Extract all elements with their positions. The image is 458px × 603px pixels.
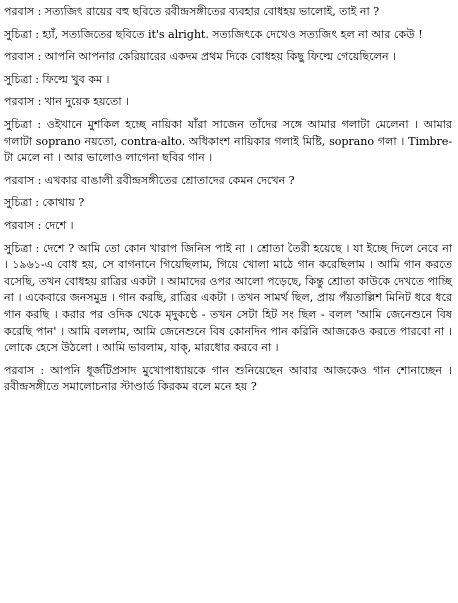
paragraph-3 [4,49,452,66]
paragraph-text: হ্যাঁ, সত্যজিতের ছবিতে it's alright. সত্যজিৎকে দেখেও সত্যজিৎ হল না আর কেউ ! [38,27,423,41]
paragraph-7 [4,173,452,190]
paragraph-11 [4,363,452,396]
paragraph-text: ফিল্মে খুব কম । [38,72,110,86]
paragraph-1 [4,4,452,21]
paragraph-text: দেশে ? আমি তো কোন খারাপ জিনিস পাই না । শ্রোতা তৈরী হয়েছে । যা ইচ্ছে দিলে নেবে না । ১৯৬১-এ বোধ হয়, সে বাগনানে গিয়েছিলাম, গিয়ে খোলা মাঠে গান করেছিলাম । আমি গান করতে বসেছি, তখন বোধহয় রাত্রির একটা । আমাদের ওপর আলো পড়েছে, কিন্তু শ্রোতা কাউকে দেখতে পাচ্ছি না । একেবারে জনসমুদ্র । গান করছি, রাত্রির একটা । তখন সামর্থ ছিল, প্রায় পঁয়তাল্লিশ মিনিট ধরে ধরে গান করছি । করার পর ওদিক থেকে মৃদুকণ্ঠে - তখন সেটা হিট সং ছিল - বলল 'আমি জেনেশুনে বিষ করেছি পান' । আমি বললাম, আমি জেনেশুনে বিষ কোনদিন পান করিনি আজকেও করতে পারবো না । লোকে হেসে উঠলো । আমি ভাবলাম, যাক্‌, মারধোর করবে না । [4,241,453,355]
paragraph-text: আপনি আপনার কেরিয়ারের একদম প্রথম দিকে বোধহয় কিছু ফিল্মে গেয়েছিলেন । [41,50,396,64]
speaker-label: সুচিত্রা : [4,72,39,86]
paragraph-6 [4,117,452,167]
speaker-label: পরবাস : [4,218,42,232]
paragraph-4 [4,72,452,89]
speaker-label: পরবাস : [4,5,42,18]
paragraph-5 [4,94,452,111]
paragraph-text: সত্যজিৎ রায়ের বহু ছবিতে রবীন্দ্রসঙ্গীতের ব্যবহার বোধহয় ভালোই, তাই না ? [41,5,379,18]
speaker-label: পরবাস : [4,363,45,377]
speaker-label: পরবাস : [4,173,42,187]
speaker-label: সুচিত্রা : [4,241,40,255]
paragraph-text: এখকার বাঙালী রবীন্দ্রসঙ্গীতের শ্রোতাদের কেমন দেখেন ? [41,173,295,187]
paragraph-2 [4,27,452,44]
speaker-label: সুচিত্রা : [4,27,39,41]
paragraph-9 [4,218,452,235]
paragraph-text: ওইখানে মুশকিল হচ্ছে নায়িকা যাঁরা সাজেন তাঁদের সঙ্গে আমার গলাটা মেলেনা । আমার গলাটা soprano নয়তো, contra-alto. অধিকাংশ নায়িকার গলাই মিষ্টি, soprano গলা । Timbre-টা মেলে না । আর ভালোও লাগেনা ছবির গান । [4,117,453,165]
paragraph-text: খান দুয়েক হয়তো । [41,95,129,109]
paragraph-8 [4,195,452,212]
paragraph-text: কোথায় ? [38,196,85,210]
speaker-label: সুচিত্রা : [4,117,42,131]
paragraph-text: দেশে । [41,218,74,232]
speaker-label: পরবাস : [4,95,42,109]
speaker-label: পরবাস : [4,50,42,64]
paragraph-10 [4,241,452,357]
paragraph-text: আপনি ধূর্জটিপ্রসাদ মুখোপাধ্যায়কে গান শুনিয়েছেন আবার আজকেও গান শোনাচ্ছেন । রবীন্দ্রসঙ্গীতে সমালোচনার স্টাণ্ডার্ড কিরকম বলে মনে হয় ? [4,363,452,394]
speaker-label: সুচিত্রা : [4,196,39,210]
